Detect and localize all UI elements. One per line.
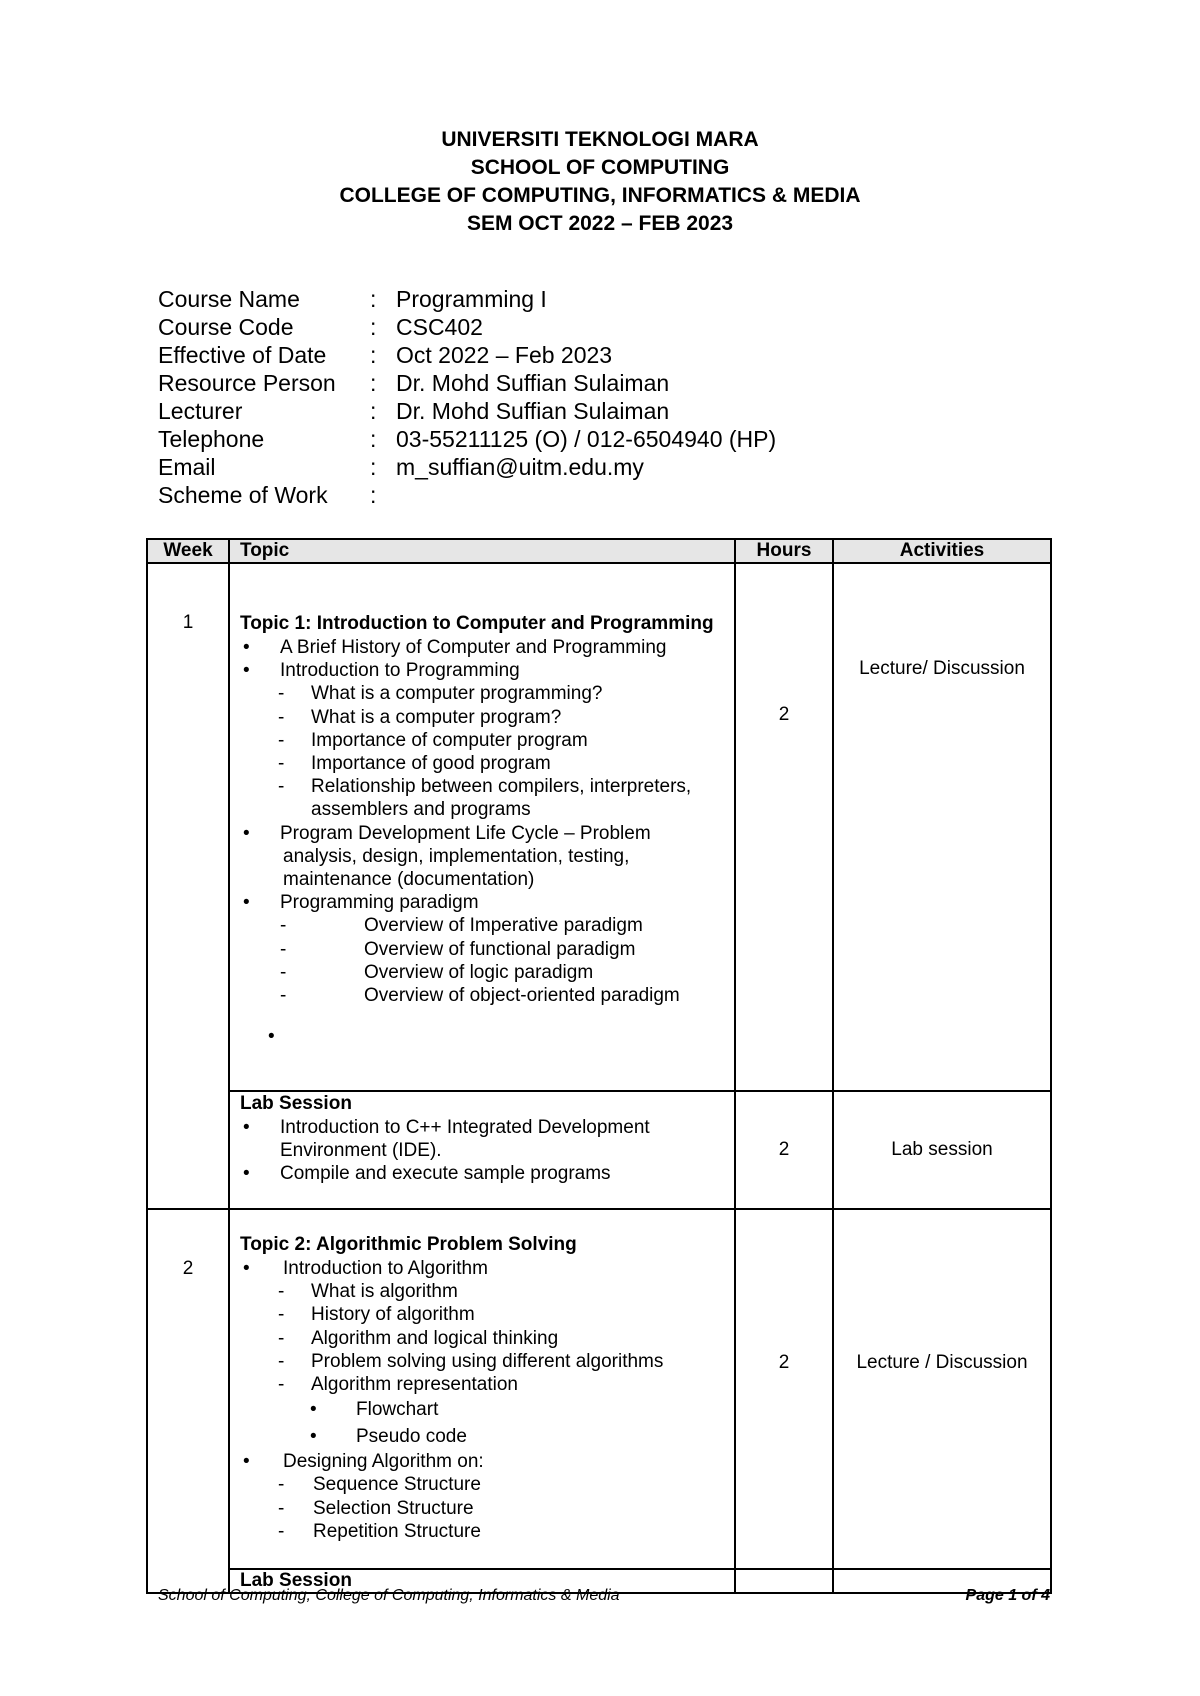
page-number: Page 1 of 4 — [965, 1587, 1050, 1604]
list-item: - History of algorithm — [240, 1303, 726, 1326]
header-activities: Activities — [833, 539, 1051, 563]
lab-activities-cell: Lab session — [833, 1091, 1051, 1209]
list-item: assemblers and programs — [311, 799, 531, 821]
list-item: - Problem solving using different algorithms — [240, 1350, 726, 1373]
list-item: • A Brief History of Computer and Programming — [240, 636, 726, 659]
list-item: • Programming paradigm — [240, 891, 726, 914]
lab-title: Lab Session — [240, 1570, 352, 1591]
activities-cell: Lecture / Discussion — [833, 1209, 1051, 1569]
topic-cell — [229, 1209, 735, 1569]
bullet-icon: • — [268, 1026, 275, 1048]
list-item: - Algorithm representation — [240, 1373, 726, 1396]
list-item: - What is a computer program? — [240, 706, 726, 729]
header-week: Week — [147, 539, 229, 563]
school-name: SCHOOL OF COMPUTING — [470, 156, 730, 179]
list-item: • Designing Algorithm on: — [240, 1450, 726, 1473]
topic-cell — [229, 563, 735, 1091]
college-name: COLLEGE OF COMPUTING, INFORMATICS & MEDIA — [339, 184, 861, 207]
document-header — [0, 126, 1200, 238]
lab-cell — [229, 1091, 735, 1209]
topic-title: Topic 2: Algorithmic Problem Solving — [240, 1234, 577, 1255]
list-item: - Algorithm and logical thinking — [240, 1327, 726, 1350]
topic-title: Topic 1: Introduction to Computer and Programming — [240, 613, 714, 634]
list-item: • Introduction to Programming — [240, 659, 726, 682]
info-row-email: Email : m_suffian@uitm.edu.my — [158, 454, 644, 480]
semester: SEM OCT 2022 – FEB 2023 — [466, 212, 734, 235]
info-row-course-code: Course Code : CSC402 — [158, 314, 483, 340]
info-row-telephone: Telephone : 03-55211125 (O) / 012-6504940 (HP) — [158, 426, 777, 452]
list-item: - Selection Structure — [240, 1497, 726, 1520]
scheme-of-work-table — [146, 538, 1052, 1594]
week-number: 1 — [147, 563, 229, 1209]
list-item: analysis, design, implementation, testing, — [283, 845, 630, 867]
list-item: Environment (IDE). — [280, 1140, 442, 1162]
week-number: 2 — [147, 1209, 229, 1593]
list-item: - Sequence Structure — [240, 1473, 726, 1496]
table-row-week1-topic — [147, 563, 1051, 1091]
lab-hours-cell — [735, 1569, 833, 1593]
university-name: UNIVERSITI TEKNOLOGI MARA — [441, 128, 759, 151]
table-header-row — [147, 539, 1051, 563]
list-item: - Relationship between compilers, interpreters, — [240, 775, 726, 798]
list-item: - Overview of functional paradigm — [240, 938, 726, 961]
info-row-course-name: Course Name : Programming I — [158, 286, 547, 312]
table-row-week1-lab — [147, 1091, 1051, 1209]
list-item: - Repetition Structure — [240, 1520, 726, 1543]
list-item: maintenance (documentation) — [283, 869, 535, 891]
hours-cell: 2 — [735, 1209, 833, 1569]
header-hours: Hours — [735, 539, 833, 563]
course-info — [158, 285, 776, 509]
info-row-lecturer: Lecturer : Dr. Mohd Suffian Sulaiman — [158, 398, 670, 424]
header-topic: Topic — [229, 539, 735, 563]
list-item: - What is algorithm — [240, 1280, 726, 1303]
hours-cell: 2 — [735, 563, 833, 1091]
list-item: • Compile and execute sample programs — [240, 1162, 726, 1185]
table-row-week2-topic — [147, 1209, 1051, 1569]
activities-cell: Lecture/ Discussion — [833, 563, 1051, 1091]
list-item: • Program Development Life Cycle – Problem — [240, 822, 726, 845]
info-row-scheme-of-work: Scheme of Work : — [158, 482, 377, 508]
list-item: - Importance of good program — [240, 752, 726, 775]
list-item: - What is a computer programming? — [240, 682, 726, 705]
list-item: • Flowchart — [240, 1396, 726, 1423]
footer-school: School of Computing, College of Computing, Informatics & Media — [158, 1587, 620, 1604]
list-item: - Overview of Imperative paradigm — [240, 914, 726, 937]
info-row-effective-date: Effective of Date : Oct 2022 – Feb 2023 — [158, 342, 613, 368]
list-item: • Introduction to C++ Integrated Development — [240, 1116, 726, 1139]
list-item: - Overview of logic paradigm — [240, 961, 726, 984]
list-item: • Pseudo code — [240, 1423, 726, 1450]
list-item: • Introduction to Algorithm — [240, 1257, 726, 1280]
lab-title: Lab Session — [240, 1093, 352, 1114]
lab-hours-cell: 2 — [735, 1091, 833, 1209]
list-item: - Importance of computer program — [240, 729, 726, 752]
list-item: - Overview of object-oriented paradigm — [240, 984, 726, 1007]
info-row-resource-person: Resource Person : Dr. Mohd Suffian Sulaiman — [158, 370, 670, 396]
